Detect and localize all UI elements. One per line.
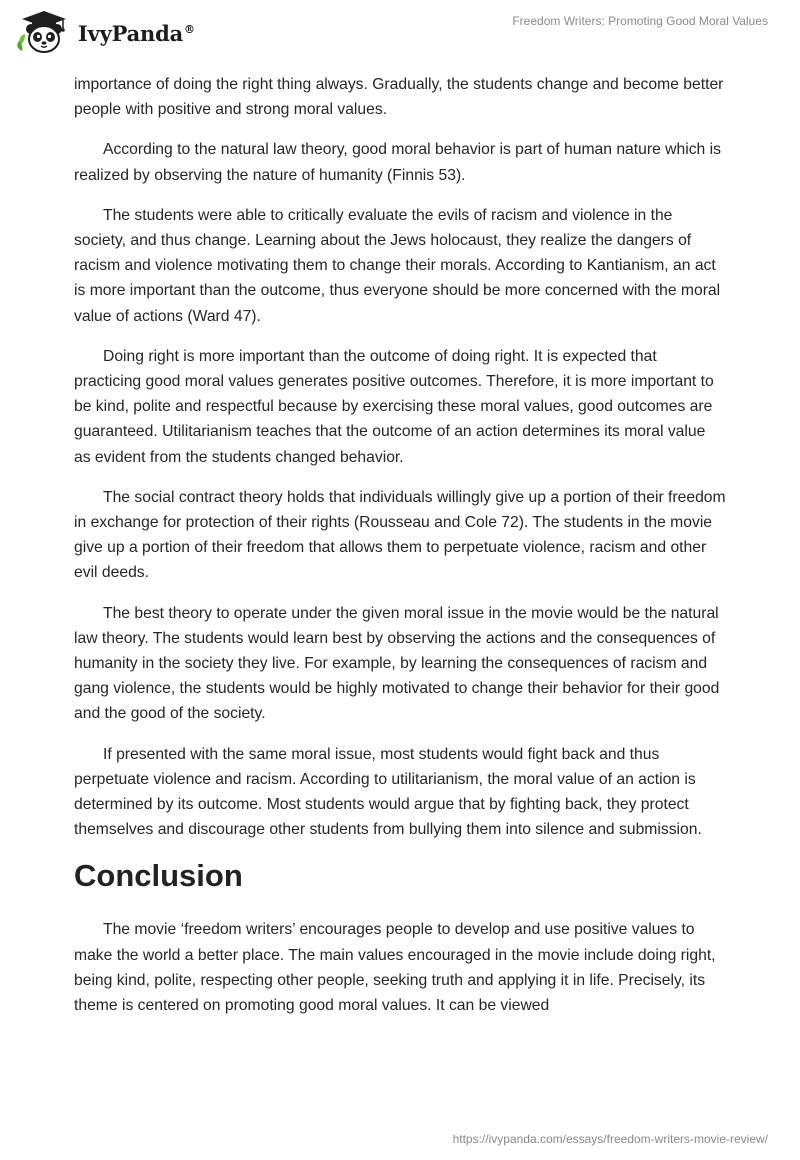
paragraph-continued: importance of doing the right thing always. Gradually, the students change and become better people with positive and strong moral values. (74, 76, 724, 119)
section-heading-conclusion: Conclusion (74, 858, 243, 894)
paragraph: If presented with the same moral issue, most students would fight back and thus perpetuate violence and racism. According to utilitarianism, the moral value of an action is determined by its outcome. Most students would argue that by fighting back, they protect themselves and discourage other students from bullying them into silence and submission. (74, 745, 702, 839)
paragraph: According to the natural law theory, good moral behavior is part of human nature which is realized by observing the nature of humanity (Finnis 53). (74, 141, 721, 184)
paragraph: The movie ‘freedom writers’ encourages people to develop and use positive values to make the world a better place. The main values encouraged in the movie include doing right, being kind, polite, respecting other people, seeking truth and applying it in life. Precisely, its theme is centered on promoting good moral values. It can be viewed (74, 921, 716, 1015)
essay-body (74, 72, 726, 1033)
paragraph: The social contract theory holds that individuals willingly give up a portion of their freedom in exchange for protection of their rights (Rousseau and Cole 72). The students in the movie give up a portion of their freedom that allows them to perpetuate violence, racism and other evil deeds. (74, 488, 726, 582)
paragraph: Doing right is more important than the outcome of doing right. It is expected that practicing good moral values generates positive outcomes. Therefore, it is more important to be kind, polite and respectful because by exercising these moral values, good outcomes are guaranteed. Utilitarianism teaches that the outcome of an action determines its moral value as evident from the students changed behavior. (74, 347, 714, 466)
panda-graduate-icon (16, 9, 74, 55)
paragraph: The students were able to critically evaluate the evils of racism and violence in the society, and thus change. Learning about the Jews holocaust, they realize the dangers of racism and violence motivating them to change their morals. According to Kantianism, an act is more important than the outcome, thus everyone should be more concerned with the moral value of actions (Ward 47). (74, 206, 721, 325)
ivypanda-logo[interactable] (16, 9, 195, 55)
page-header (0, 0, 800, 60)
registered-mark: ® (184, 22, 195, 36)
paragraph: The best theory to operate under the given moral issue in the movie would be the natural law theory. The students would learn best by observing the actions and the consequences of humanity in the society they live. For example, by learning the consequences of racism and gang violence, the students would be highly motivated to change their behavior for their good and the good of the society. (74, 604, 720, 723)
document-title: Freedom Writers: Promoting Good Moral Values (512, 14, 768, 28)
brand-name: IvyPanda® (78, 20, 195, 46)
source-url[interactable]: https://ivypanda.com/essays/freedom-writers-movie-review/ (452, 1132, 768, 1146)
